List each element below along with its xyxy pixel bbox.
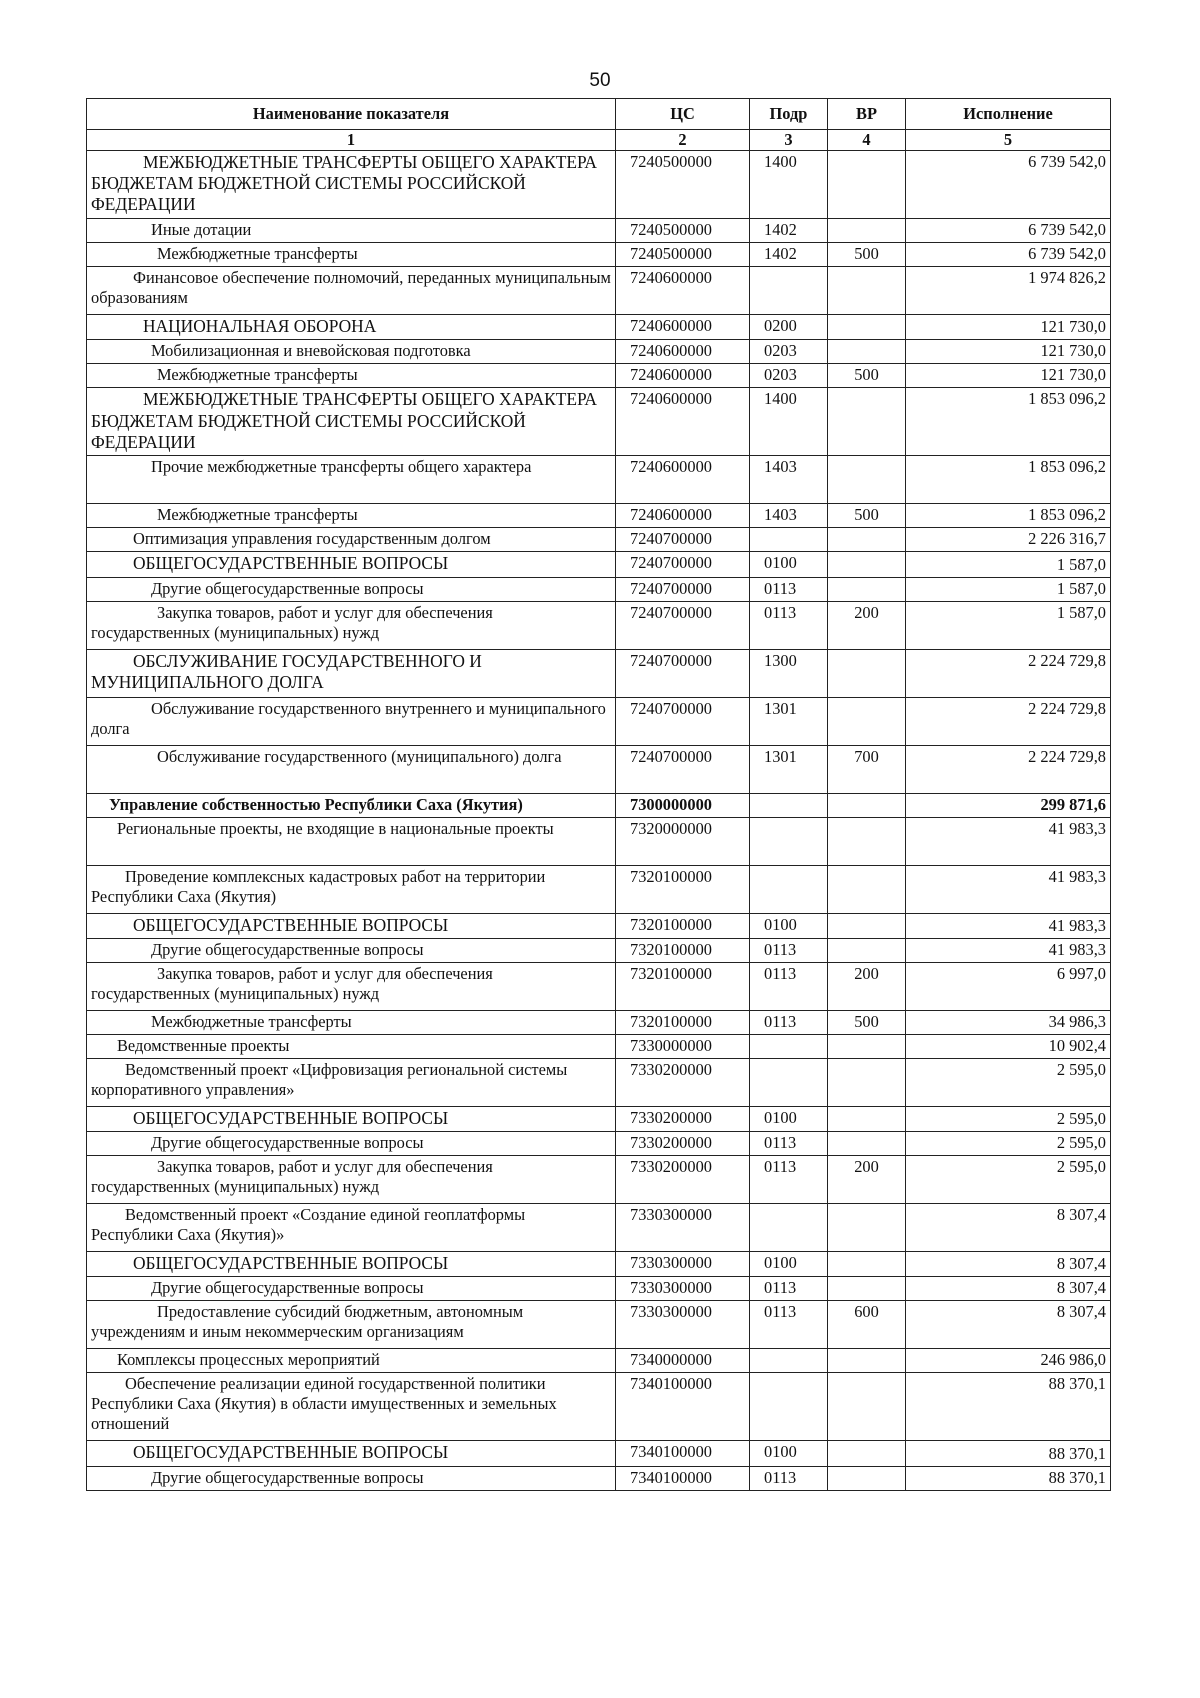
row-vr: [828, 340, 906, 364]
row-name: Мобилизационная и вневойсковая подготовка: [87, 340, 616, 364]
row-amount: 1 587,0: [906, 577, 1111, 601]
header-vr: ВР: [828, 99, 906, 130]
table-row: [87, 745, 1111, 793]
row-podr: [750, 1058, 828, 1106]
row-podr: [750, 1204, 828, 1252]
row-vr: [828, 315, 906, 340]
table-row: [87, 456, 1111, 504]
row-vr: 500: [828, 504, 906, 528]
row-cs: 7320100000: [616, 865, 750, 913]
table-row: [87, 865, 1111, 913]
row-vr: [828, 913, 906, 938]
row-podr: 1301: [750, 697, 828, 745]
row-amount: 88 370,1: [906, 1466, 1111, 1490]
row-amount: 2 595,0: [906, 1058, 1111, 1106]
row-cs: 7240700000: [616, 697, 750, 745]
row-podr: 0113: [750, 1132, 828, 1156]
row-name: Ведомственный проект «Цифровизация региональной системы корпоративного управления»: [87, 1058, 616, 1106]
row-cs: 7240600000: [616, 504, 750, 528]
row-podr: 0100: [750, 1441, 828, 1466]
row-cs: 7240600000: [616, 340, 750, 364]
table-row: [87, 1301, 1111, 1349]
row-amount: 41 983,3: [906, 938, 1111, 962]
row-vr: [828, 1277, 906, 1301]
row-cs: 7300000000: [616, 793, 750, 817]
row-podr: 0200: [750, 315, 828, 340]
row-cs: 7340100000: [616, 1373, 750, 1441]
table-row: [87, 1252, 1111, 1277]
row-podr: [750, 1349, 828, 1373]
table-row: [87, 504, 1111, 528]
row-cs: 7340000000: [616, 1349, 750, 1373]
row-amount: 299 871,6: [906, 793, 1111, 817]
row-vr: [828, 1252, 906, 1277]
budget-execution-table: [86, 98, 1111, 1491]
row-amount: 246 986,0: [906, 1349, 1111, 1373]
row-podr: 1402: [750, 243, 828, 267]
row-cs: 7330300000: [616, 1204, 750, 1252]
row-amount: 2 595,0: [906, 1106, 1111, 1131]
row-name: Проведение комплексных кадастровых работ на территории Республики Саха (Якутия): [87, 865, 616, 913]
row-podr: [750, 793, 828, 817]
row-amount: 1 974 826,2: [906, 267, 1111, 315]
row-amount: 2 595,0: [906, 1132, 1111, 1156]
table-row: [87, 1058, 1111, 1106]
row-cs: 7240600000: [616, 388, 750, 456]
row-cs: 7320100000: [616, 962, 750, 1010]
row-vr: [828, 267, 906, 315]
table-row: [87, 1466, 1111, 1490]
table-row: [87, 1132, 1111, 1156]
row-amount: 1 587,0: [906, 552, 1111, 577]
row-vr: [828, 456, 906, 504]
table-row: [87, 219, 1111, 243]
row-amount: 8 307,4: [906, 1301, 1111, 1349]
row-vr: [828, 1441, 906, 1466]
table-row: [87, 340, 1111, 364]
row-name: ОБСЛУЖИВАНИЕ ГОСУДАРСТВЕННОГО И МУНИЦИПАЛЬНОГО ДОЛГА: [87, 649, 616, 697]
row-vr: 200: [828, 1156, 906, 1204]
column-number-5: 5: [906, 130, 1111, 151]
row-cs: 7340100000: [616, 1466, 750, 1490]
table-row: [87, 1441, 1111, 1466]
row-name: Ведомственный проект «Создание единой геоплатформы Республики Саха (Якутия)»: [87, 1204, 616, 1252]
row-vr: [828, 1034, 906, 1058]
row-podr: 1402: [750, 219, 828, 243]
table-row: [87, 1277, 1111, 1301]
row-cs: 7240700000: [616, 601, 750, 649]
row-vr: 200: [828, 962, 906, 1010]
row-name: Региональные проекты, не входящие в национальные проекты: [87, 817, 616, 865]
table-row: [87, 601, 1111, 649]
row-vr: [828, 1106, 906, 1131]
header-name: Наименование показателя: [87, 99, 616, 130]
table-row: [87, 962, 1111, 1010]
row-cs: 7240600000: [616, 315, 750, 340]
row-cs: 7330000000: [616, 1034, 750, 1058]
row-podr: 1400: [750, 388, 828, 456]
row-vr: 700: [828, 745, 906, 793]
row-vr: [828, 1349, 906, 1373]
row-name: Прочие межбюджетные трансферты общего характера: [87, 456, 616, 504]
column-number-3: 3: [750, 130, 828, 151]
row-cs: 7330200000: [616, 1058, 750, 1106]
table-row: [87, 315, 1111, 340]
row-cs: 7330300000: [616, 1277, 750, 1301]
row-name: Другие общегосударственные вопросы: [87, 1466, 616, 1490]
table-row: [87, 1034, 1111, 1058]
row-vr: [828, 938, 906, 962]
row-podr: 0100: [750, 552, 828, 577]
row-amount: 88 370,1: [906, 1441, 1111, 1466]
row-podr: [750, 865, 828, 913]
row-name: Иные дотации: [87, 219, 616, 243]
row-podr: 0113: [750, 1010, 828, 1034]
row-vr: [828, 528, 906, 552]
row-vr: [828, 1132, 906, 1156]
row-podr: 0113: [750, 1466, 828, 1490]
table-row: [87, 364, 1111, 388]
row-amount: 34 986,3: [906, 1010, 1111, 1034]
table-row: [87, 1156, 1111, 1204]
table-row: [87, 1106, 1111, 1131]
row-vr: [828, 649, 906, 697]
row-vr: [828, 577, 906, 601]
row-amount: 8 307,4: [906, 1252, 1111, 1277]
row-name: Межбюджетные трансферты: [87, 243, 616, 267]
row-vr: 500: [828, 1010, 906, 1034]
row-amount: 6 739 542,0: [906, 151, 1111, 219]
row-cs: 7240500000: [616, 151, 750, 219]
page-number: 50: [589, 70, 611, 91]
row-podr: [750, 1373, 828, 1441]
row-cs: 7240500000: [616, 219, 750, 243]
row-podr: 0113: [750, 1156, 828, 1204]
row-cs: 7240700000: [616, 649, 750, 697]
row-amount: 41 983,3: [906, 865, 1111, 913]
column-number-1: 1: [87, 130, 616, 151]
table-row: [87, 697, 1111, 745]
row-amount: 6 997,0: [906, 962, 1111, 1010]
row-name: Комплексы процессных мероприятий: [87, 1349, 616, 1373]
row-amount: 2 224 729,8: [906, 745, 1111, 793]
table-row: [87, 528, 1111, 552]
row-name: Закупка товаров, работ и услуг для обеспечения государственных (муниципальных) нужд: [87, 601, 616, 649]
row-podr: 0113: [750, 938, 828, 962]
row-cs: 7240600000: [616, 456, 750, 504]
row-name: Обслуживание государственного (муниципального) долга: [87, 745, 616, 793]
row-podr: 0100: [750, 1252, 828, 1277]
row-amount: 41 983,3: [906, 817, 1111, 865]
row-vr: [828, 219, 906, 243]
row-vr: [828, 1204, 906, 1252]
header-amount: Исполнение: [906, 99, 1111, 130]
table-row: [87, 1010, 1111, 1034]
row-cs: 7320100000: [616, 938, 750, 962]
row-name: Межбюджетные трансферты: [87, 504, 616, 528]
row-podr: 0113: [750, 1277, 828, 1301]
table-row: [87, 1204, 1111, 1252]
row-cs: 7240700000: [616, 577, 750, 601]
row-amount: 8 307,4: [906, 1204, 1111, 1252]
row-name: Оптимизация управления государственным долгом: [87, 528, 616, 552]
table-row: [87, 649, 1111, 697]
row-amount: 2 226 316,7: [906, 528, 1111, 552]
row-podr: 0113: [750, 601, 828, 649]
row-vr: 500: [828, 364, 906, 388]
row-vr: [828, 793, 906, 817]
row-podr: 1403: [750, 456, 828, 504]
table-row: [87, 577, 1111, 601]
row-vr: 600: [828, 1301, 906, 1349]
row-cs: 7320100000: [616, 1010, 750, 1034]
row-amount: 8 307,4: [906, 1277, 1111, 1301]
row-podr: 0100: [750, 1106, 828, 1131]
table-row: [87, 938, 1111, 962]
row-cs: 7330300000: [616, 1301, 750, 1349]
table-row: [87, 243, 1111, 267]
header-cs: ЦС: [616, 99, 750, 130]
row-cs: 7330200000: [616, 1156, 750, 1204]
row-amount: 1 587,0: [906, 601, 1111, 649]
row-amount: 6 739 542,0: [906, 243, 1111, 267]
table-row: [87, 267, 1111, 315]
row-vr: [828, 388, 906, 456]
row-name: Обеспечение реализации единой государственной политики Республики Саха (Якутия) в области имущественных и земельных отношений: [87, 1373, 616, 1441]
row-name: Другие общегосударственные вопросы: [87, 1277, 616, 1301]
row-vr: [828, 552, 906, 577]
row-name: Обслуживание государственного внутреннего и муниципального долга: [87, 697, 616, 745]
row-name: Управление собственностью Республики Саха (Якутия): [87, 793, 616, 817]
row-amount: 2 595,0: [906, 1156, 1111, 1204]
row-podr: 0203: [750, 364, 828, 388]
row-name: Закупка товаров, работ и услуг для обеспечения государственных (муниципальных) нужд: [87, 1156, 616, 1204]
row-vr: 500: [828, 243, 906, 267]
row-vr: 200: [828, 601, 906, 649]
row-cs: 7240700000: [616, 745, 750, 793]
row-vr: [828, 1466, 906, 1490]
row-podr: 0203: [750, 340, 828, 364]
row-podr: [750, 267, 828, 315]
row-amount: 88 370,1: [906, 1373, 1111, 1441]
column-number-2: 2: [616, 130, 750, 151]
table-row: [87, 151, 1111, 219]
row-name: Финансовое обеспечение полномочий, переданных муниципальным образованиям: [87, 267, 616, 315]
row-name: НАЦИОНАЛЬНАЯ ОБОРОНА: [87, 315, 616, 340]
row-amount: 1 853 096,2: [906, 388, 1111, 456]
row-name: ОБЩЕГОСУДАРСТВЕННЫЕ ВОПРОСЫ: [87, 552, 616, 577]
row-amount: 121 730,0: [906, 364, 1111, 388]
table-row: [87, 793, 1111, 817]
row-name: ОБЩЕГОСУДАРСТВЕННЫЕ ВОПРОСЫ: [87, 1441, 616, 1466]
row-podr: 1403: [750, 504, 828, 528]
row-name: ОБЩЕГОСУДАРСТВЕННЫЕ ВОПРОСЫ: [87, 1106, 616, 1131]
row-amount: 6 739 542,0: [906, 219, 1111, 243]
row-cs: 7340100000: [616, 1441, 750, 1466]
row-name: Межбюджетные трансферты: [87, 364, 616, 388]
row-cs: 7240500000: [616, 243, 750, 267]
row-podr: [750, 528, 828, 552]
row-name: Межбюджетные трансферты: [87, 1010, 616, 1034]
table-row: [87, 817, 1111, 865]
row-amount: 121 730,0: [906, 315, 1111, 340]
column-number-row: [87, 130, 1111, 151]
row-name: МЕЖБЮДЖЕТНЫЕ ТРАНСФЕРТЫ ОБЩЕГО ХАРАКТЕРА БЮДЖЕТАМ БЮДЖЕТНОЙ СИСТЕМЫ РОССИЙСКОЙ ФЕДЕРАЦИИ: [87, 388, 616, 456]
row-name: Другие общегосударственные вопросы: [87, 938, 616, 962]
row-cs: 7330200000: [616, 1132, 750, 1156]
table-header-row: [87, 99, 1111, 130]
row-vr: [828, 865, 906, 913]
row-amount: 2 224 729,8: [906, 697, 1111, 745]
row-vr: [828, 817, 906, 865]
column-number-4: 4: [828, 130, 906, 151]
table-row: [87, 1373, 1111, 1441]
row-name: Ведомственные проекты: [87, 1034, 616, 1058]
row-amount: 10 902,4: [906, 1034, 1111, 1058]
row-amount: 121 730,0: [906, 340, 1111, 364]
row-cs: 7240700000: [616, 528, 750, 552]
row-name: Другие общегосударственные вопросы: [87, 1132, 616, 1156]
row-cs: 7330200000: [616, 1106, 750, 1131]
row-vr: [828, 697, 906, 745]
row-podr: 0113: [750, 962, 828, 1010]
table-row: [87, 1349, 1111, 1373]
row-amount: 2 224 729,8: [906, 649, 1111, 697]
row-name: ОБЩЕГОСУДАРСТВЕННЫЕ ВОПРОСЫ: [87, 913, 616, 938]
row-podr: 1400: [750, 151, 828, 219]
row-vr: [828, 1058, 906, 1106]
header-podr: Подр: [750, 99, 828, 130]
row-name: МЕЖБЮДЖЕТНЫЕ ТРАНСФЕРТЫ ОБЩЕГО ХАРАКТЕРА БЮДЖЕТАМ БЮДЖЕТНОЙ СИСТЕМЫ РОССИЙСКОЙ ФЕДЕРАЦИИ: [87, 151, 616, 219]
row-amount: 41 983,3: [906, 913, 1111, 938]
row-podr: 0113: [750, 577, 828, 601]
row-cs: 7240600000: [616, 267, 750, 315]
row-amount: 1 853 096,2: [906, 504, 1111, 528]
row-cs: 7240700000: [616, 552, 750, 577]
row-vr: [828, 151, 906, 219]
row-podr: 0100: [750, 913, 828, 938]
row-podr: 1300: [750, 649, 828, 697]
row-name: ОБЩЕГОСУДАРСТВЕННЫЕ ВОПРОСЫ: [87, 1252, 616, 1277]
row-podr: [750, 817, 828, 865]
row-name: Другие общегосударственные вопросы: [87, 577, 616, 601]
table-row: [87, 913, 1111, 938]
row-podr: [750, 1034, 828, 1058]
row-amount: 1 853 096,2: [906, 456, 1111, 504]
row-cs: 7320000000: [616, 817, 750, 865]
row-vr: [828, 1373, 906, 1441]
row-name: Предоставление субсидий бюджетным, автономным учреждениям и иным некоммерческим организациям: [87, 1301, 616, 1349]
table-row: [87, 552, 1111, 577]
row-name: Закупка товаров, работ и услуг для обеспечения государственных (муниципальных) нужд: [87, 962, 616, 1010]
row-cs: 7330300000: [616, 1252, 750, 1277]
row-cs: 7240600000: [616, 364, 750, 388]
row-podr: 0113: [750, 1301, 828, 1349]
table-row: [87, 388, 1111, 456]
row-cs: 7320100000: [616, 913, 750, 938]
row-podr: 1301: [750, 745, 828, 793]
